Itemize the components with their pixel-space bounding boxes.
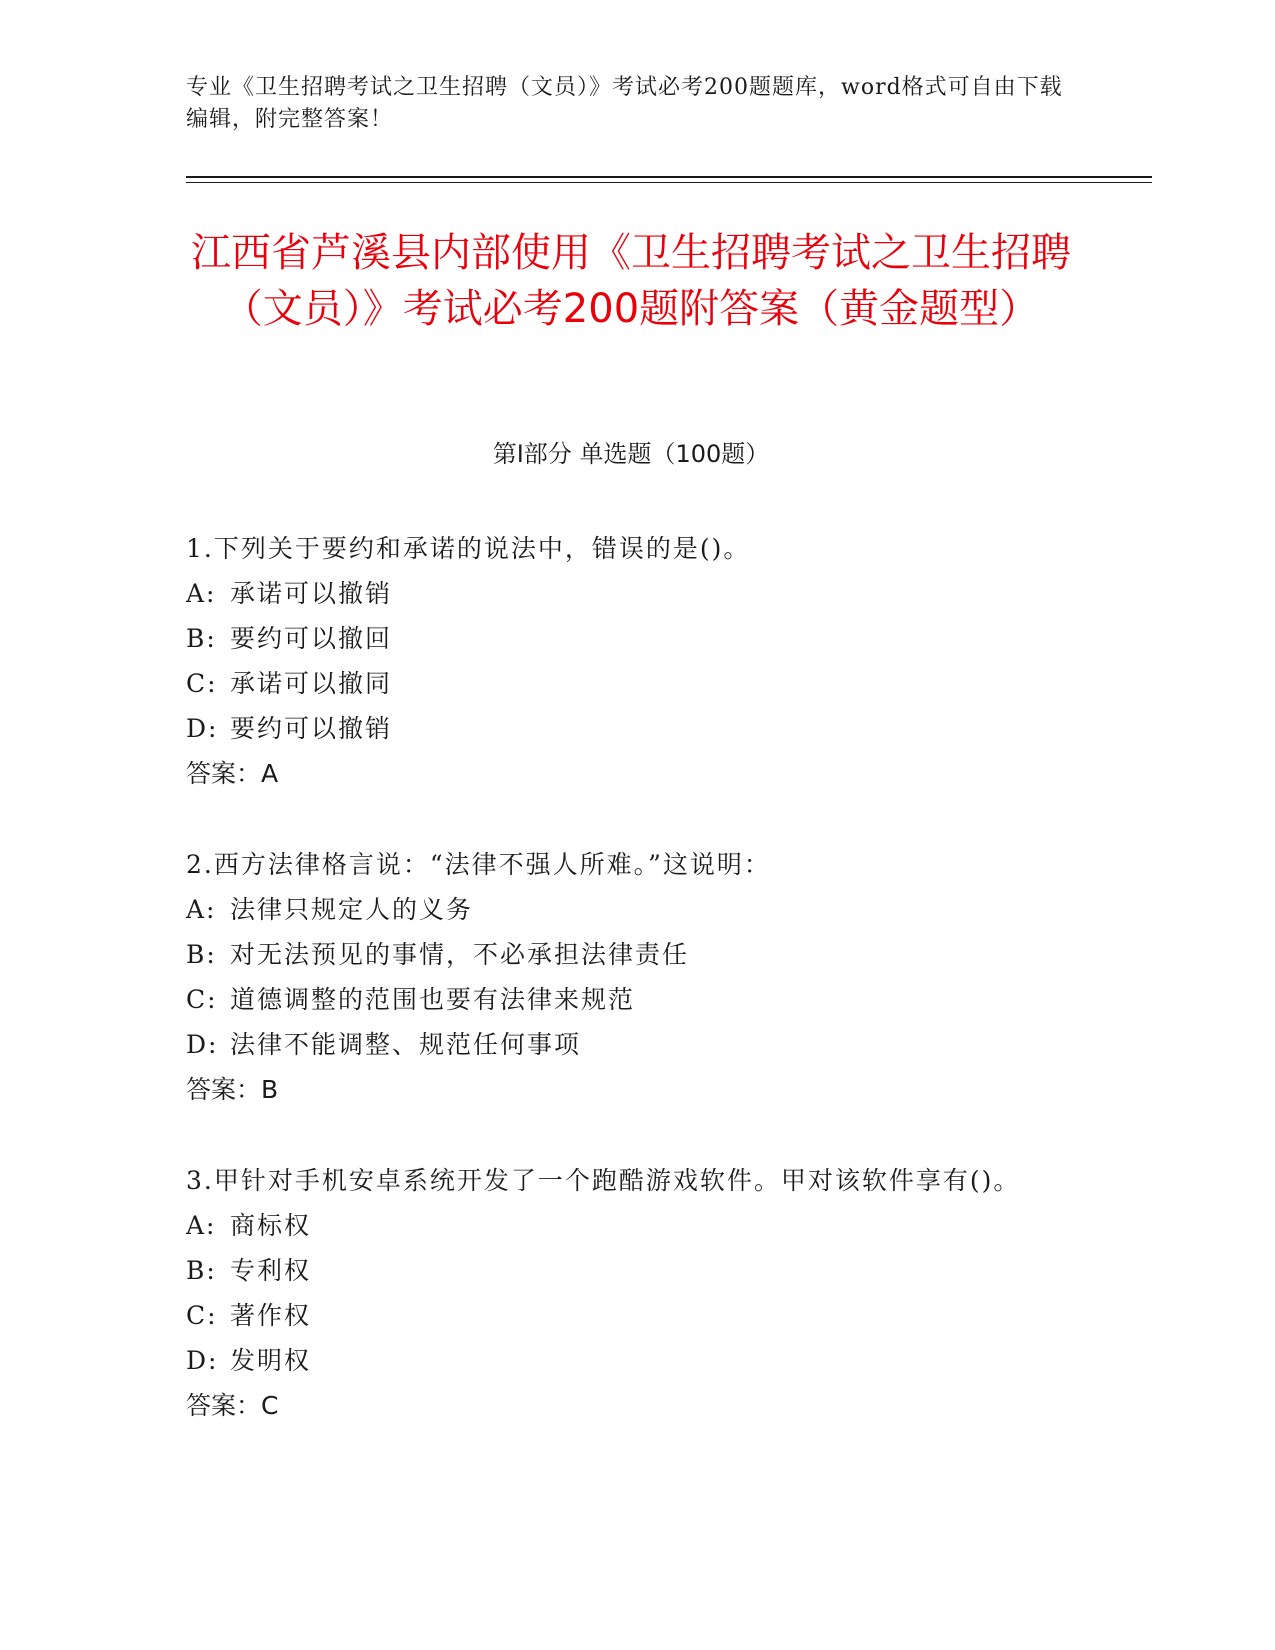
- answer-line: 答案：B: [186, 1075, 279, 1104]
- section-heading: 第I部分 单选题（100题）: [492, 440, 770, 468]
- option-c: [186, 661, 1066, 706]
- option-text: 发明权: [230, 1346, 312, 1375]
- option-letter: D:: [186, 1346, 219, 1375]
- option-c: [186, 977, 1066, 1022]
- option-c: [186, 1293, 1066, 1338]
- option-text: 要约可以撤销: [230, 714, 393, 743]
- header-note: 专业《卫生招聘考试之卫生招聘（文员）》考试必考200题题库，word格式可自由下载编辑，附完整答案！: [186, 75, 1063, 132]
- option-text: 法律不能调整、规范任何事项: [230, 1030, 582, 1059]
- question-stem: 2.西方法律格言说：“法律不强人所难。”这说明：: [186, 850, 771, 879]
- option-letter: C:: [186, 985, 218, 1014]
- option-letter: A:: [186, 895, 217, 924]
- option-text: 承诺可以撤同: [230, 669, 393, 698]
- option-letter: C:: [186, 1301, 218, 1330]
- option-text: 著作权: [230, 1301, 312, 1330]
- option-letter: B:: [186, 1256, 217, 1285]
- question-1: [186, 526, 1066, 796]
- option-letter: A:: [186, 579, 217, 608]
- header-divider-thick: [186, 176, 1152, 178]
- document-title: 江西省芦溪县内部使用《卫生招聘考试之卫生招聘（文员）》考试必考200题附答案（黄金题型）: [191, 230, 1071, 332]
- option-text: 商标权: [230, 1211, 312, 1240]
- answer-line: 答案：A: [186, 759, 279, 788]
- option-d: [186, 1022, 1066, 1067]
- question-stem: 3.甲针对手机安卓系统开发了一个跑酷游戏软件。甲对该软件享有()。: [186, 1166, 1021, 1195]
- answer-line: 答案：C: [186, 1391, 279, 1420]
- option-a: [186, 1203, 1066, 1248]
- option-d: [186, 1338, 1066, 1383]
- option-d: [186, 706, 1066, 751]
- option-b: [186, 616, 1066, 661]
- option-letter: B:: [186, 940, 217, 969]
- option-letter: D:: [186, 1030, 219, 1059]
- option-text: 承诺可以撤销: [230, 579, 393, 608]
- question-3: [186, 1158, 1066, 1428]
- option-a: [186, 571, 1066, 616]
- option-text: 道德调整的范围也要有法律来规范: [230, 985, 636, 1014]
- option-text: 要约可以撤回: [230, 624, 393, 653]
- option-b: [186, 932, 1066, 977]
- header-divider-thin: [186, 182, 1152, 183]
- option-letter: A:: [186, 1211, 217, 1240]
- question-stem: 1.下列关于要约和承诺的说法中，错误的是()。: [186, 534, 751, 563]
- option-a: [186, 887, 1066, 932]
- question-list: [186, 526, 1066, 1474]
- option-b: [186, 1248, 1066, 1293]
- option-text: 对无法预见的事情，不必承担法律责任: [230, 940, 690, 969]
- option-text: 专利权: [230, 1256, 312, 1285]
- question-2: [186, 842, 1066, 1112]
- option-letter: B:: [186, 624, 217, 653]
- option-letter: C:: [186, 669, 218, 698]
- option-text: 法律只规定人的义务: [230, 895, 474, 924]
- option-letter: D:: [186, 714, 219, 743]
